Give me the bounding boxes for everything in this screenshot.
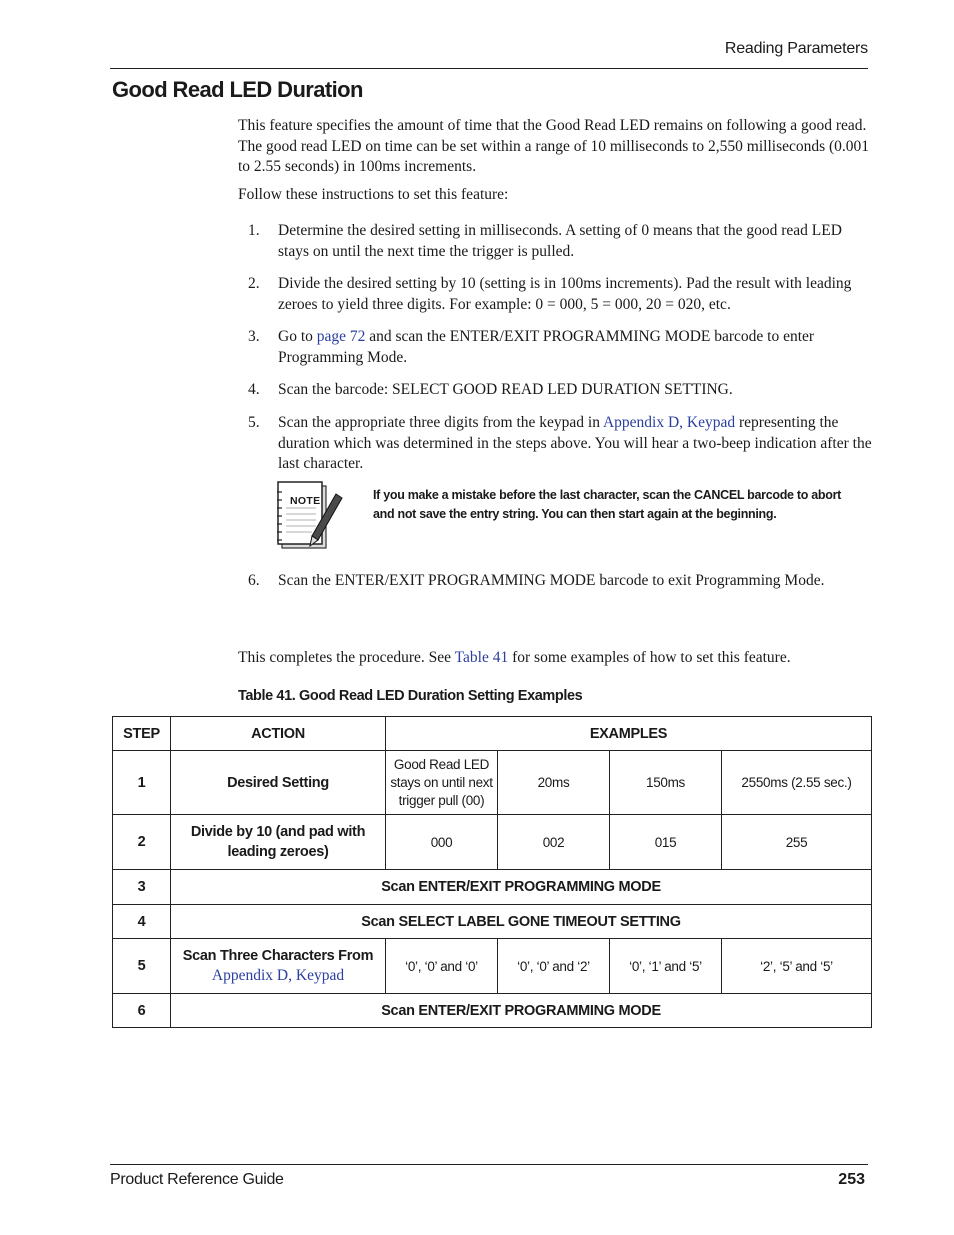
step-text: Scan the ENTER/EXIT PROGRAMMING MODE barcode to exit Programming Mode.	[278, 572, 825, 589]
step-text: Scan the barcode: SELECT GOOD READ LED DURATION SETTING.	[278, 381, 733, 398]
table-row	[113, 994, 872, 1028]
example-cell: ‘0’, ‘0’ and ‘2’	[498, 939, 610, 994]
header-step: STEP	[113, 717, 171, 751]
example-cell: 000	[386, 815, 498, 870]
step-4	[248, 380, 872, 401]
step-1	[248, 221, 872, 262]
step-cell: 5	[113, 939, 171, 994]
example-cell: 150ms	[610, 751, 722, 815]
step-text-pre: Go to	[278, 328, 317, 345]
step-5	[248, 413, 872, 475]
intro-paragraph: This feature specifies the amount of time that the Good Read LED remains on following a good read. The good read LED on time can be set within a range of 10 milliseconds to 2,550 milliseconds (0.001 to 2.55 seconds) in 100ms increments.	[238, 117, 870, 175]
action-cell: Desired Setting	[171, 751, 386, 815]
table-caption: Table 41. Good Read LED Duration Setting Examples	[238, 688, 583, 704]
step-cell: 6	[113, 994, 171, 1028]
header-action: ACTION	[171, 717, 386, 751]
completion-paragraph	[238, 648, 870, 669]
step-2	[248, 274, 872, 315]
step-cell: 2	[113, 815, 171, 870]
example-cell: ‘2’, ‘5’ and ‘5’	[722, 939, 872, 994]
appendix-d-keypad-link[interactable]: Appendix D, Keypad	[602, 414, 736, 431]
example-cell: 002	[498, 815, 610, 870]
span-action-cell: Scan ENTER/EXIT PROGRAMMING MODE	[171, 870, 872, 905]
step-text-pre: Scan the appropriate three digits from the keypad in	[278, 414, 603, 431]
table-row	[113, 939, 872, 994]
note-icon	[274, 478, 344, 552]
running-header: Reading Parameters	[724, 40, 868, 57]
action-cell	[171, 939, 386, 994]
step-text-post: representing the duration which was determined in the steps above. You will hear a two-beep indication after the last character.	[278, 414, 872, 472]
header-examples: EXAMPLES	[386, 717, 872, 751]
example-cell: ‘0’, ‘0’ and ‘0’	[386, 939, 498, 994]
step-text: Divide the desired setting by 10 (setting is in 100ms increments). Pad the result with leading zeroes to yield three digits. For example: 0 = 000, 5 = 000, 20 = 020, etc.	[278, 275, 852, 313]
step-number: 4.	[248, 381, 260, 398]
instructions-lead: Follow these instructions to set this feature:	[238, 186, 509, 203]
step-number: 2.	[248, 275, 260, 292]
step-number: 5.	[248, 414, 260, 431]
completion-post: for some examples of how to set this feature.	[508, 649, 791, 666]
page-number: 253	[838, 1171, 865, 1188]
table-row	[113, 815, 872, 870]
step-cell: 3	[113, 870, 171, 905]
step-text-post: and scan the ENTER/EXIT PROGRAMMING MODE barcode to enter Programming Mode.	[278, 328, 815, 366]
appendix-d-keypad-table-link[interactable]: Appendix D, Keypad	[211, 967, 345, 984]
example-cell: 015	[610, 815, 722, 870]
completion-pre: This completes the procedure. See	[238, 649, 455, 666]
table-header-row	[113, 717, 872, 751]
table-row	[113, 870, 872, 905]
step-number: 3.	[248, 328, 260, 345]
step-number: 1.	[248, 222, 260, 239]
note-icon-label: NOTE	[290, 495, 321, 507]
step-text: Determine the desired setting in milliseconds. A setting of 0 means that the good read LED stays on until the next time the trigger is pulled.	[278, 222, 842, 260]
example-cell: ‘0’, ‘1’ and ‘5’	[610, 939, 722, 994]
settings-table	[112, 716, 871, 1028]
span-action-cell: Scan SELECT LABEL GONE TIMEOUT SETTING	[171, 905, 872, 939]
example-cell: 20ms	[498, 751, 610, 815]
table-row	[113, 751, 872, 815]
example-cell: 255	[722, 815, 872, 870]
step-number: 6.	[248, 572, 260, 589]
table-41-link[interactable]: Table 41	[454, 649, 509, 666]
header-rule	[110, 68, 868, 69]
footer-guide-title: Product Reference Guide	[110, 1171, 284, 1188]
step-3	[248, 327, 872, 368]
note-callout	[272, 478, 872, 554]
example-cell: 2550ms (2.55 sec.)	[722, 751, 872, 815]
step-6	[248, 571, 872, 592]
footer-rule	[110, 1164, 868, 1165]
action-cell: Divide by 10 (and pad with leading zeroes)	[171, 815, 386, 870]
note-text: If you make a mistake before the last character, scan the CANCEL barcode to abort and not save the entry string. You can then start again at the beginning.	[373, 488, 841, 521]
page-72-link[interactable]: page 72	[316, 328, 366, 345]
step-cell: 4	[113, 905, 171, 939]
page-title: Good Read LED Duration	[112, 77, 363, 102]
action-text: Scan Three Characters From	[182, 948, 374, 964]
example-cell: Good Read LED stays on until next trigger pull (00)	[386, 751, 498, 815]
span-action-cell: Scan ENTER/EXIT PROGRAMMING MODE	[171, 994, 872, 1028]
table-row	[113, 905, 872, 939]
step-cell: 1	[113, 751, 171, 815]
